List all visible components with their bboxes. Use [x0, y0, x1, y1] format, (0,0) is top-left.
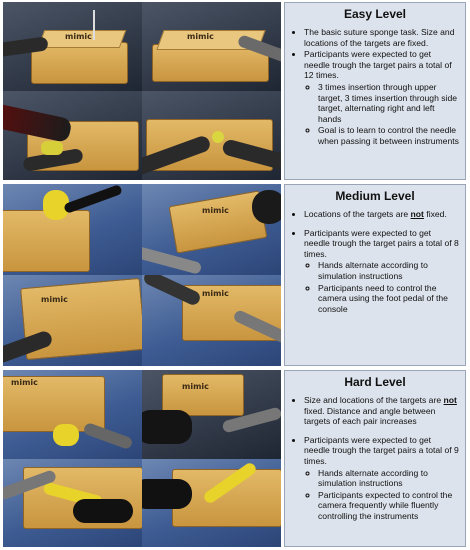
- medium-sim-image-3: [3, 275, 142, 366]
- easy-image-grid: [3, 2, 281, 180]
- easy-sub-bullet-1: ◦ 3 times insertion through upper target, 3 times insertion through side target, alternating right and left hands: [318, 82, 459, 124]
- medium-sub-bullet-2: ◦ Participants need to control the camera using the foot pedal of the console: [318, 283, 459, 315]
- hard-bullet-1-pre: Size and locations of the targets are: [304, 395, 444, 405]
- medium-sim-image-4: [142, 275, 281, 366]
- hard-bullet-1-post: fixed. Distance and angle between targets of each pair increases: [304, 405, 436, 427]
- hard-bullet-1: [304, 395, 459, 427]
- mimic-logo: mimic: [202, 206, 229, 215]
- medium-level-panel: [284, 184, 466, 366]
- medium-bullet-1: [304, 209, 459, 220]
- medium-sub-bullet-1: ◦ Hands alternate according to simulation instructions: [318, 260, 459, 281]
- hard-sim-image-1: [3, 370, 142, 459]
- hard-sub-bullet-1: ◦ Hands alternate according to simulation instructions: [318, 468, 459, 489]
- easy-level-row: [3, 2, 466, 180]
- easy-level-panel: [284, 2, 466, 180]
- easy-sub-bullet-2: ◦ Goal is to learn to control the needle when passing it between instruments: [318, 125, 459, 146]
- hard-sim-image-3: [3, 459, 142, 548]
- medium-bullet-2: [304, 228, 459, 315]
- mimic-logo: mimic: [182, 382, 209, 391]
- medium-bullet-1-emphasis: not: [410, 209, 424, 219]
- hard-level-panel: [284, 370, 466, 547]
- easy-bullet-1: • The basic suture sponge task. Size and locations of the targets are fixed.: [304, 27, 459, 48]
- medium-bullet-1-post: fixed.: [423, 209, 447, 219]
- easy-sim-image-4: [142, 91, 281, 180]
- easy-bullet-2-text: Participants were expected to get needle trough the target pairs a total of 12 times.: [304, 49, 452, 81]
- medium-bullet-1-pre: Locations of the targets are: [304, 209, 411, 219]
- hard-sub-bullet-2: ◦ Participants expected to control the camera frequently while fluently controlling the instruments: [318, 490, 459, 522]
- medium-image-grid: [3, 184, 281, 366]
- medium-level-row: [3, 184, 466, 366]
- hard-bullet-2-text: Participants were expected to get needle trough the target pairs a total of 9 times.: [304, 434, 459, 466]
- medium-sim-image-2: [142, 184, 281, 275]
- hard-sim-image-2: [142, 370, 281, 459]
- mimic-logo: mimic: [65, 32, 92, 41]
- medium-level-title: Medium Level: [335, 189, 415, 203]
- mimic-logo: mimic: [187, 32, 214, 41]
- easy-sim-image-2: [142, 2, 281, 91]
- hard-sim-image-4: [142, 459, 281, 548]
- mimic-logo: mimic: [11, 378, 38, 387]
- medium-sim-image-1: [3, 184, 142, 275]
- easy-bullet-2: [304, 49, 459, 146]
- easy-sim-image-1: [3, 2, 142, 91]
- hard-bullet-2: [304, 435, 459, 522]
- hard-level-title: Hard Level: [344, 375, 406, 389]
- medium-bullet-2-text: Participants were expected to get needle trough the target pairs a total of 8 times.: [304, 227, 459, 259]
- hard-bullet-1-emphasis: not: [443, 395, 457, 405]
- hard-image-grid: [3, 370, 281, 547]
- hard-level-row: [3, 370, 466, 547]
- easy-sim-image-3: [3, 91, 142, 180]
- easy-level-title: Easy Level: [343, 7, 407, 21]
- mimic-logo: mimic: [41, 295, 68, 304]
- mimic-logo: mimic: [202, 289, 229, 298]
